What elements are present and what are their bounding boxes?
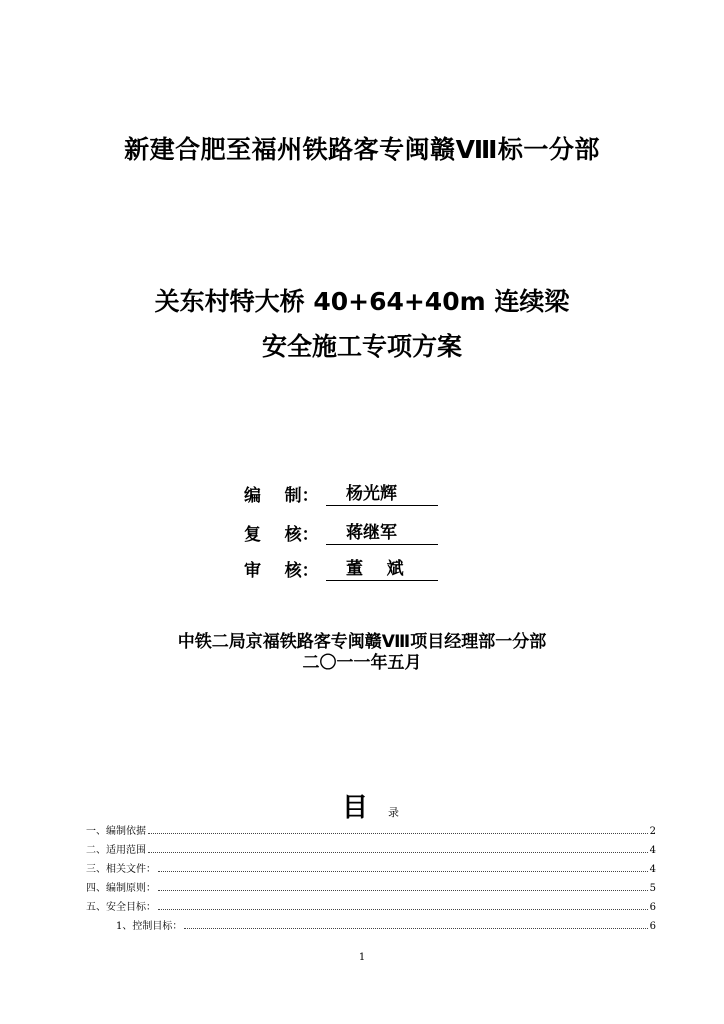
toc-item[interactable] — [86, 875, 656, 894]
toc-item-page: 5 — [649, 883, 656, 894]
toc-heading-big: 目 — [342, 793, 369, 823]
toc-subitem[interactable] — [86, 913, 656, 932]
company-name: 中铁二局京福铁路客专闽赣Ⅷ项目经理部一分部 — [177, 632, 547, 652]
toc-item[interactable] — [86, 856, 656, 875]
signature-row-reviewer — [244, 519, 438, 545]
organization-title: 新建合肥至福州铁路客专闽赣Ⅷ标一分部 — [124, 135, 600, 164]
toc-item-page: 4 — [649, 864, 656, 875]
toc-item-page: 6 — [649, 921, 656, 932]
signature-row-compiler — [244, 480, 438, 506]
toc-item-page: 4 — [649, 845, 656, 856]
toc-leader-dots — [148, 832, 648, 834]
toc-item-page: 2 — [649, 826, 656, 837]
document-date: 二〇一一年五月 — [302, 653, 422, 673]
signature-name: 董 斌 — [326, 558, 438, 581]
project-title-line-2: 安全施工专项方案 — [261, 332, 462, 361]
toc-item-text: 五、安全目标： — [86, 902, 156, 913]
table-of-contents — [86, 818, 656, 932]
toc-heading-small: 录 — [388, 806, 400, 819]
toc-leader-dots — [158, 908, 648, 910]
toc-item-text: 1、控制目标： — [116, 921, 183, 932]
toc-item-text: 三、相关文件： — [86, 864, 156, 875]
toc-item[interactable] — [86, 894, 656, 913]
toc-item[interactable] — [86, 818, 656, 837]
signature-row-approver — [244, 555, 438, 581]
toc-leader-dots — [184, 927, 647, 929]
signature-label: 复 核： — [244, 525, 319, 545]
toc-leader-dots — [148, 851, 648, 853]
signature-label: 审 核： — [244, 561, 319, 581]
signature-name: 蒋继军 — [326, 522, 438, 545]
toc-item[interactable] — [86, 837, 656, 856]
toc-item-text: 二、适用范围 — [86, 845, 146, 856]
page-number: 1 — [358, 952, 366, 963]
project-title-line-1: 关东村特大桥 40+64+40m 连续梁 — [154, 287, 570, 316]
toc-item-text: 四、编制原则： — [86, 883, 156, 894]
toc-item-text: 一、编制依据 — [86, 826, 146, 837]
signature-label: 编 制： — [244, 486, 319, 506]
toc-item-page: 6 — [649, 902, 656, 913]
toc-leader-dots — [158, 870, 648, 872]
toc-leader-dots — [158, 889, 648, 891]
signature-name: 杨光辉 — [326, 483, 438, 506]
